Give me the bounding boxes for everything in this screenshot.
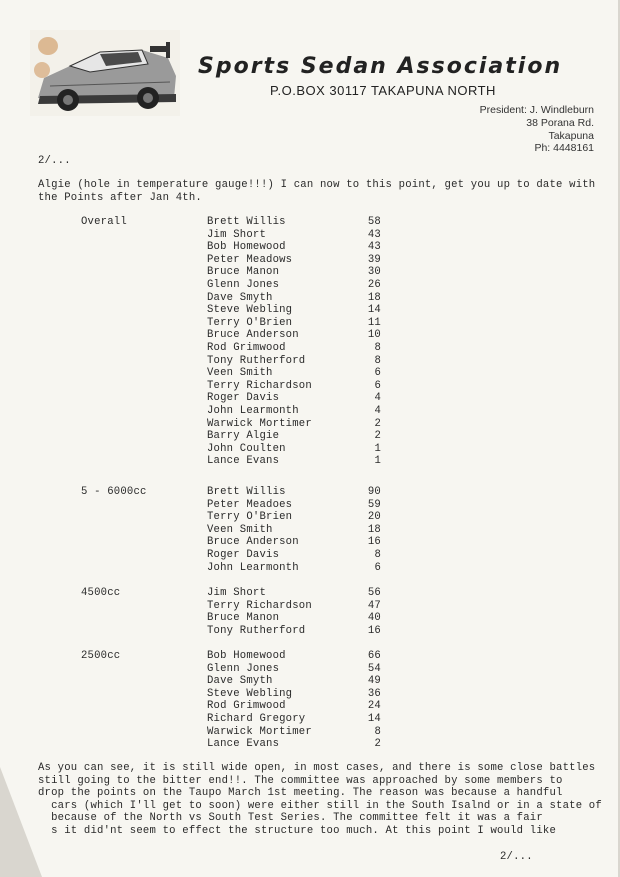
standing-row	[207, 342, 387, 355]
driver-points: 2	[374, 738, 381, 751]
standing-row	[207, 392, 387, 405]
section-label: 2500cc	[81, 650, 121, 662]
driver-points: 18	[367, 523, 381, 536]
driver-points: 59	[367, 498, 381, 511]
driver-name: Lance Evans	[207, 738, 280, 751]
driver-name: Warwick Mortimer	[207, 417, 312, 430]
driver-name: Glenn Jones	[207, 279, 280, 291]
driver-name: Bob Homewood	[207, 650, 286, 662]
driver-name: Roger Davis	[207, 392, 280, 405]
driver-name: Veen Smith	[207, 523, 273, 536]
standing-row	[207, 650, 387, 663]
closing-line: because of the North vs South Test Series. The committee felt it was a fair	[38, 812, 543, 825]
standing-row	[207, 587, 387, 600]
driver-points: 6	[374, 561, 381, 574]
standing-row	[207, 304, 387, 317]
driver-name: Bob Homewood	[207, 241, 286, 254]
standing-row	[207, 499, 387, 512]
standing-row	[207, 663, 387, 676]
driver-points: 8	[374, 549, 381, 561]
driver-points: 56	[367, 587, 381, 599]
standing-row	[207, 612, 387, 625]
driver-points: 43	[367, 241, 381, 254]
driver-name: Dave Smyth	[207, 675, 273, 688]
driver-name: Jim Short	[207, 587, 267, 599]
driver-name: Terry Richardson	[207, 379, 312, 392]
standing-row	[207, 279, 387, 292]
driver-name: Bruce Manon	[207, 612, 280, 625]
contact-line: Ph: 4448161	[534, 142, 594, 155]
driver-name: Brett Willis	[207, 486, 286, 498]
driver-points: 16	[367, 624, 381, 637]
standing-row	[207, 562, 387, 575]
driver-points: 39	[367, 253, 381, 266]
standing-row	[207, 536, 387, 549]
driver-points: 40	[367, 612, 381, 625]
postal-address: P.O.BOX 30117 TAKAPUNA NORTH	[270, 83, 496, 98]
closing-line: drop the points on the Taupo March 1st meeting. The reason was because a handful	[38, 787, 563, 800]
standing-row	[207, 329, 387, 342]
driver-name: Peter Meadoes	[207, 498, 293, 511]
closing-line: cars (which I'll get to soon) were either still in the South Isalnd or in a state of	[38, 799, 602, 812]
driver-name: Dave Smyth	[207, 291, 273, 304]
driver-name: Tony Rutherford	[207, 624, 306, 637]
torn-corner	[0, 767, 42, 877]
contact-line: 38 Porana Rd.	[526, 116, 594, 129]
driver-name: Bruce Manon	[207, 266, 280, 279]
standing-row	[207, 430, 387, 443]
driver-name: Rod Grimwood	[207, 700, 286, 713]
driver-points: 6	[374, 367, 381, 380]
standing-row	[207, 738, 387, 751]
driver-name: Bruce Anderson	[207, 329, 299, 342]
driver-points: 16	[367, 536, 381, 549]
driver-points: 8	[374, 342, 381, 354]
driver-points: 49	[367, 675, 381, 688]
driver-points: 1	[374, 442, 381, 455]
standing-row	[207, 688, 387, 701]
driver-points: 10	[367, 329, 381, 342]
driver-name: Steve Webling	[207, 304, 293, 317]
driver-name: Peter Meadows	[207, 253, 293, 266]
driver-name: John Learmonth	[207, 405, 299, 417]
standing-row	[207, 675, 387, 688]
driver-points: 2	[374, 430, 381, 443]
contact-line: President: J. Windleburn	[479, 104, 594, 116]
driver-name: John Learmonth	[207, 561, 299, 574]
driver-points: 14	[367, 713, 381, 725]
standing-row	[207, 254, 387, 267]
driver-name: Tony Rutherford	[207, 354, 306, 367]
driver-name: Jim Short	[207, 228, 267, 241]
standing-row	[207, 292, 387, 305]
driver-name: Richard Gregory	[207, 713, 306, 725]
driver-points: 14	[367, 304, 381, 317]
closing-line: still going to the bitter end!!. The committee was approached by some members to	[38, 774, 563, 787]
driver-name: Barry Algie	[207, 430, 280, 443]
standing-row	[207, 549, 387, 562]
closing-line: As you can see, it is still wide open, in most cases, and there is some close battles	[38, 762, 596, 774]
driver-name: Glenn Jones	[207, 662, 280, 675]
driver-name: Terry Richardson	[207, 599, 312, 612]
standing-row	[207, 443, 387, 456]
driver-points: 90	[367, 486, 381, 498]
driver-points: 2	[374, 417, 381, 430]
driver-name: Terry O'Brien	[207, 316, 293, 329]
standing-row	[207, 486, 387, 499]
driver-points: 54	[367, 662, 381, 675]
driver-name: Veen Smith	[207, 367, 273, 380]
driver-points: 24	[367, 700, 381, 713]
driver-points: 18	[367, 291, 381, 304]
driver-points: 11	[367, 316, 381, 329]
driver-points: 8	[374, 354, 381, 367]
driver-points: 30	[367, 266, 381, 279]
driver-points: 47	[367, 599, 381, 612]
section-label: 4500cc	[81, 587, 121, 599]
driver-name: Steve Webling	[207, 687, 293, 700]
standing-row	[207, 380, 387, 393]
section-label: 5 - 6000cc	[81, 486, 147, 498]
driver-points: 58	[367, 216, 381, 228]
standing-row	[207, 511, 387, 524]
organisation-name: Sports Sedan Association	[198, 54, 563, 79]
standing-row	[207, 625, 387, 638]
driver-points: 26	[367, 279, 381, 291]
driver-points: 8	[374, 725, 381, 738]
driver-name: John Coulten	[207, 442, 286, 455]
standing-row	[207, 600, 387, 613]
intro-paragraph	[38, 179, 595, 205]
president-contact	[480, 104, 594, 155]
contact-line: Takapuna	[548, 129, 594, 142]
page-continuation: 2/...	[500, 851, 533, 863]
intro-line: Algie (hole in temperature gauge!!!) I can now to this point, get you up to date with	[38, 179, 596, 191]
driver-points: 20	[367, 511, 381, 524]
standing-row	[207, 229, 387, 242]
page-reference: 2/...	[38, 155, 71, 167]
driver-name: Bruce Anderson	[207, 536, 299, 549]
standing-row	[207, 726, 387, 739]
standing-row	[207, 317, 387, 330]
standing-row	[207, 455, 387, 468]
race-car-logo	[30, 30, 180, 116]
driver-points: 4	[374, 405, 381, 417]
driver-name: Roger Davis	[207, 549, 280, 561]
standing-row	[207, 241, 387, 254]
driver-name: Lance Evans	[207, 455, 280, 468]
intro-line: the Points after Jan 4th.	[38, 192, 202, 204]
driver-name: Terry O'Brien	[207, 511, 293, 524]
driver-points: 4	[374, 392, 381, 405]
standing-row	[207, 266, 387, 279]
driver-points: 1	[374, 455, 381, 468]
standing-row	[207, 367, 387, 380]
standing-row	[207, 355, 387, 368]
driver-name: Warwick Mortimer	[207, 725, 312, 738]
closing-paragraph	[38, 762, 602, 838]
driver-points: 66	[367, 650, 381, 662]
standing-row	[207, 405, 387, 418]
standing-row	[207, 524, 387, 537]
standing-row	[207, 216, 387, 229]
driver-points: 43	[367, 228, 381, 241]
standing-row	[207, 700, 387, 713]
section-label: Overall	[81, 216, 127, 228]
closing-line: s it did'nt seem to effect the structure too much. At this point I would like	[38, 824, 557, 837]
driver-name: Brett Willis	[207, 216, 286, 228]
driver-points: 6	[374, 379, 381, 392]
driver-name: Rod Grimwood	[207, 342, 286, 354]
standing-row	[207, 418, 387, 431]
standing-row	[207, 713, 387, 726]
driver-points: 36	[367, 687, 381, 700]
